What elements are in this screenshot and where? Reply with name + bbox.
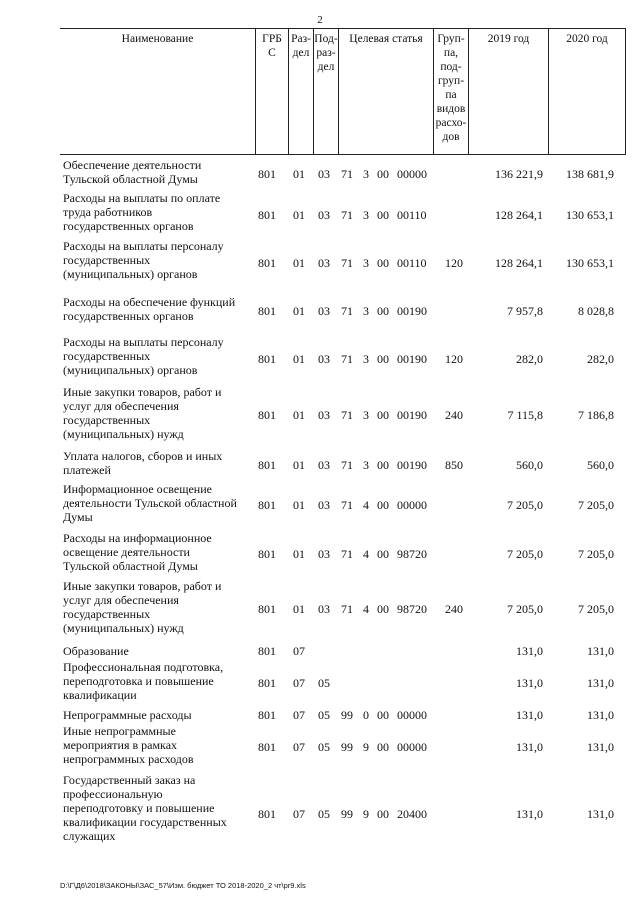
row-podrazdel: 03 [318, 167, 330, 181]
row-group: 120 [445, 256, 463, 270]
row-name: Обеспечение деятельности Тульской областной Думы [63, 158, 202, 186]
row-grbs: 801 [258, 167, 276, 181]
row-grbs: 801 [258, 740, 276, 754]
row-value-2019: 128 264,1 [495, 256, 543, 270]
header-razdel: Раз- дел [288, 29, 313, 154]
row-target-program: 71 [341, 498, 353, 512]
row-target-subprogram: 3 [363, 458, 369, 472]
row-name: Расходы на выплаты персоналу государственных (муниципальных) органов [63, 239, 224, 281]
row-razdel: 01 [293, 547, 305, 561]
row-razdel: 07 [293, 740, 305, 754]
row-value-2019: 7 205,0 [507, 602, 543, 616]
row-value-2019: 136 221,9 [495, 167, 543, 181]
row-name: Уплата налогов, сборов и иных платежей [63, 449, 223, 477]
row-target-program: 71 [341, 304, 353, 318]
row-target-program: 99 [341, 708, 353, 722]
row-target-program: 99 [341, 807, 353, 821]
row-value-2020: 130 653,1 [566, 256, 614, 270]
row-target-event: 00 [377, 602, 389, 616]
row-grbs: 801 [258, 352, 276, 366]
row-target-subprogram: 3 [363, 408, 369, 422]
row-target-program: 99 [341, 740, 353, 754]
header-grbs: ГРБ С [255, 29, 288, 154]
row-value-2019: 128 264,1 [495, 208, 543, 222]
row-target-event: 00 [377, 708, 389, 722]
row-razdel: 01 [293, 167, 305, 181]
row-target-program: 71 [341, 602, 353, 616]
row-target-subprogram: 3 [363, 304, 369, 318]
row-target-subprogram: 3 [363, 208, 369, 222]
row-value-2019: 7 205,0 [507, 498, 543, 512]
row-podrazdel: 03 [318, 256, 330, 270]
row-grbs: 801 [258, 602, 276, 616]
row-target-event: 00 [377, 547, 389, 561]
header-name: Наименование [121, 33, 194, 45]
row-target-event: 00 [377, 498, 389, 512]
row-target-program: 71 [341, 352, 353, 366]
row-value-2020: 7 205,0 [578, 547, 614, 561]
row-value-2020: 8 028,8 [578, 304, 614, 318]
row-name: Расходы на выплаты персоналу государственных (муниципальных) органов [63, 335, 224, 377]
row-podrazdel: 05 [318, 708, 330, 722]
row-group: 240 [445, 602, 463, 616]
row-value-2020: 7 205,0 [578, 602, 614, 616]
row-value-2019: 7 115,8 [507, 408, 543, 422]
row-target-subprogram: 4 [363, 547, 369, 561]
row-target-program: 71 [341, 458, 353, 472]
row-grbs: 801 [258, 304, 276, 318]
row-value-2020: 131,0 [587, 708, 614, 722]
row-podrazdel: 03 [318, 304, 330, 318]
row-podrazdel: 05 [318, 676, 330, 690]
row-group: 850 [445, 458, 463, 472]
row-value-2019: 131,0 [516, 708, 543, 722]
row-value-2019: 560,0 [516, 458, 543, 472]
row-target-event: 00 [377, 352, 389, 366]
row-target-direction: 00190 [397, 458, 427, 472]
row-target-direction: 98720 [397, 547, 427, 561]
file-path-footer: D:\Г\Д6\2018\ЗАКОНЫ\ЗАС_57\Изм. бюджет ТО 2018-2020_2 чт\pr9.xls [60, 881, 306, 890]
header-podrazdel: Под- раз- дел [313, 29, 338, 154]
row-razdel: 07 [293, 676, 305, 690]
row-target-event: 00 [377, 408, 389, 422]
row-target-subprogram: 4 [363, 602, 369, 616]
row-target-direction: 00000 [397, 167, 427, 181]
row-target-direction: 00190 [397, 352, 427, 366]
row-razdel: 01 [293, 256, 305, 270]
row-grbs: 801 [258, 807, 276, 821]
row-podrazdel: 03 [318, 352, 330, 366]
row-razdel: 07 [293, 644, 305, 658]
row-target-subprogram: 3 [363, 352, 369, 366]
row-group: 120 [445, 352, 463, 366]
row-target-direction: 00000 [397, 498, 427, 512]
row-target-direction: 00110 [397, 208, 427, 222]
row-name: Иные закупки товаров, работ и услуг для обеспечения государственных (муниципальных) нужд [63, 579, 222, 635]
row-grbs: 801 [258, 498, 276, 512]
header-group: Груп- па, под- груп- па видов расхо- дов [433, 29, 468, 154]
row-value-2019: 131,0 [516, 676, 543, 690]
row-value-2020: 7 205,0 [578, 498, 614, 512]
row-value-2020: 131,0 [587, 644, 614, 658]
row-value-2019: 282,0 [516, 352, 543, 366]
row-target-subprogram: 9 [363, 807, 369, 821]
row-target-subprogram: 4 [363, 498, 369, 512]
row-target-subprogram: 0 [363, 708, 369, 722]
row-target-direction: 00000 [397, 708, 427, 722]
row-podrazdel: 03 [318, 547, 330, 561]
row-name: Расходы на обеспечение функций государственных органов [63, 295, 236, 323]
row-grbs: 801 [258, 547, 276, 561]
row-podrazdel: 05 [318, 740, 330, 754]
row-razdel: 01 [293, 352, 305, 366]
row-target-direction: 00190 [397, 408, 427, 422]
row-target-program: 71 [341, 256, 353, 270]
row-value-2020: 130 653,1 [566, 208, 614, 222]
row-grbs: 801 [258, 458, 276, 472]
row-target-event: 00 [377, 304, 389, 318]
row-value-2019: 7 957,8 [507, 304, 543, 318]
row-name: Профессиональная подготовка, переподготовка и повышение квалификации [63, 660, 224, 702]
row-target-event: 00 [377, 458, 389, 472]
row-podrazdel: 03 [318, 602, 330, 616]
row-podrazdel: 03 [318, 208, 330, 222]
row-target-event: 00 [377, 740, 389, 754]
row-name: Непрограммные расходы [63, 708, 192, 722]
row-grbs: 801 [258, 676, 276, 690]
row-target-direction: 00190 [397, 304, 427, 318]
row-grbs: 801 [258, 644, 276, 658]
row-target-direction: 20400 [397, 807, 427, 821]
row-grbs: 801 [258, 408, 276, 422]
row-target-program: 71 [341, 547, 353, 561]
row-target-event: 00 [377, 208, 389, 222]
row-value-2020: 138 681,9 [566, 167, 614, 181]
row-value-2020: 131,0 [587, 676, 614, 690]
row-target-direction: 98720 [397, 602, 427, 616]
row-grbs: 801 [258, 256, 276, 270]
row-value-2019: 7 205,0 [507, 547, 543, 561]
row-razdel: 01 [293, 408, 305, 422]
row-podrazdel: 03 [318, 408, 330, 422]
row-value-2020: 282,0 [587, 352, 614, 366]
row-name: Иные закупки товаров, работ и услуг для обеспечения государственных (муниципальных) нужд [63, 385, 222, 441]
row-value-2019: 131,0 [516, 740, 543, 754]
row-razdel: 07 [293, 708, 305, 722]
row-razdel: 01 [293, 458, 305, 472]
row-podrazdel: 03 [318, 498, 330, 512]
row-name: Расходы на выплаты по оплате труда работников государственных органов [63, 191, 221, 233]
header-target: Целевая статья [338, 29, 433, 154]
row-value-2020: 7 186,8 [578, 408, 614, 422]
row-target-event: 00 [377, 807, 389, 821]
header-2019: 2019 год [468, 29, 548, 154]
row-razdel: 01 [293, 498, 305, 512]
row-target-program: 71 [341, 208, 353, 222]
row-razdel: 01 [293, 304, 305, 318]
row-target-program: 71 [341, 408, 353, 422]
row-target-event: 00 [377, 256, 389, 270]
row-target-event: 00 [377, 167, 389, 181]
row-name: Иные непрограммные мероприятия в рамках непрограммных расходов [63, 724, 194, 766]
row-value-2020: 131,0 [587, 807, 614, 821]
row-razdel: 01 [293, 602, 305, 616]
row-target-direction: 00000 [397, 740, 427, 754]
row-name: Информационное освещение деятельности Тульской областной Думы [63, 482, 237, 524]
row-value-2020: 131,0 [587, 740, 614, 754]
row-target-program: 71 [341, 167, 353, 181]
row-value-2020: 560,0 [587, 458, 614, 472]
row-razdel: 07 [293, 807, 305, 821]
row-name: Образование [63, 644, 129, 658]
row-name: Государственный заказ на профессиональную переподготовку и повышение квалификации государственных служащих [63, 773, 227, 843]
page-number: 2 [317, 14, 323, 26]
row-value-2019: 131,0 [516, 807, 543, 821]
row-name: Расходы на информационное освещение деятельности Тульской областной Думы [63, 531, 212, 573]
row-value-2019: 131,0 [516, 644, 543, 658]
row-target-direction: 00110 [397, 256, 427, 270]
row-razdel: 01 [293, 208, 305, 222]
row-podrazdel: 03 [318, 458, 330, 472]
row-target-subprogram: 3 [363, 167, 369, 181]
header-2020: 2020 год [548, 29, 626, 154]
row-grbs: 801 [258, 708, 276, 722]
row-target-subprogram: 9 [363, 740, 369, 754]
row-grbs: 801 [258, 208, 276, 222]
row-podrazdel: 05 [318, 807, 330, 821]
row-group: 240 [445, 408, 463, 422]
row-target-subprogram: 3 [363, 256, 369, 270]
